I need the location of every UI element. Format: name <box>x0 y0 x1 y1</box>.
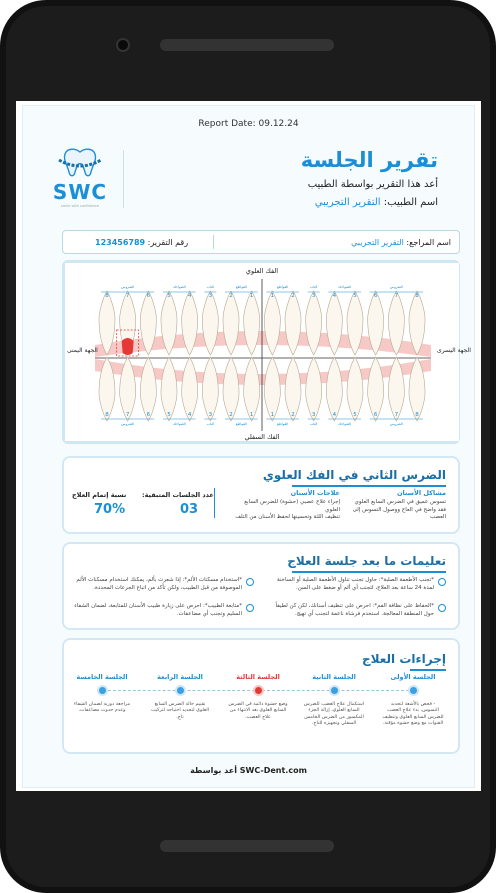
step-5-text: مراجعة دورية لضمان الشفاء وعدم حدوث مضاعفات. <box>73 702 131 714</box>
upper-tooth-number: 7 <box>394 293 399 299</box>
swc-logo <box>51 146 109 212</box>
upper-jaw-label: الفك العلوي <box>245 267 279 275</box>
lower-group-label: الضروس <box>389 422 403 426</box>
report-number <box>95 238 188 247</box>
problems-title: مشاكل الأسنان <box>396 489 446 497</box>
instruction-item: *متابعة الطبيب*: احرص على زيارة طبيب الأسنان للمتابعة، لضمان الشفاء السليم وتجنب أي مضاعفات. <box>74 603 242 617</box>
info-icon <box>438 578 446 586</box>
upper-group-label: الضروس <box>389 285 403 289</box>
report-number-label: رقم التقرير: <box>147 238 189 247</box>
upper-tooth-number: 6 <box>146 293 151 299</box>
upper-tooth-number: 5 <box>353 293 357 299</box>
lower-tooth-number: 3 <box>208 412 213 418</box>
lower-tooth-number: 5 <box>353 412 357 418</box>
upper-group-label: القواطع <box>277 285 289 289</box>
stats-divider <box>214 488 215 518</box>
step-5-dot[interactable] <box>97 685 108 696</box>
instructions-card <box>62 542 460 630</box>
problem-item: فقد واضح في العاج ووصول التسوس إلى العصب <box>352 506 446 521</box>
diagnosis-underline <box>292 485 446 487</box>
diagnosis-card <box>62 456 460 534</box>
report-document[interactable] <box>22 105 475 788</box>
lower-jaw-label: الفك السفلي <box>244 433 280 441</box>
patient-info-bar <box>62 230 460 254</box>
lower-tooth-number: 2 <box>291 412 295 418</box>
patient-bar-divider <box>213 235 214 249</box>
home-indicator[interactable] <box>160 840 334 852</box>
lower-tooth-number: 4 <box>187 412 192 418</box>
step-3-text: وضع حشوة دائمة في الضرس السابع العلوي بعد الانتهاء من علاج العصب. <box>228 702 288 720</box>
upper-tooth-number: 2 <box>229 293 233 299</box>
lower-tooth-number: 7 <box>125 412 130 418</box>
upper-tooth-number: 1 <box>249 293 254 299</box>
upper-tooth-number: 2 <box>291 293 295 299</box>
upper-group-label: الناب <box>206 285 215 289</box>
upper-tooth-number: 4 <box>187 293 192 299</box>
treatment-item: تنظيف اللثة وتحسينها لحفظ الأسنان من التلف <box>235 514 340 521</box>
step-1-title: الجلسة الأولى <box>390 673 436 681</box>
logo-text: SWC <box>52 180 108 204</box>
lower-tooth-number: 3 <box>311 412 316 418</box>
step-3-dot[interactable] <box>253 685 264 696</box>
upper-tooth-number: 8 <box>415 293 419 299</box>
upper-group-label: الضواحك <box>338 285 352 289</box>
step-2-title: الجلسة الثانية <box>312 673 356 681</box>
lower-group-label: الضروس <box>121 422 135 426</box>
report-number-value: 123456789 <box>95 238 146 247</box>
upper-tooth-number: 7 <box>125 293 130 299</box>
report-date: Report Date: 09.12.24 <box>198 119 299 129</box>
remaining-sessions-value: 03 <box>180 502 199 517</box>
lower-tooth-number: 1 <box>249 412 254 418</box>
teeth-chart[interactable] <box>62 260 471 444</box>
lower-group-label: القواطع <box>235 422 247 426</box>
lower-group-label: الضواحك <box>172 422 186 426</box>
lower-tooth-number: 6 <box>146 412 151 418</box>
instructions-title: تعليمات ما بعد جلسة العلاج <box>287 554 446 568</box>
camera-icon <box>116 38 130 52</box>
procedures-title: إجراءات العلاج <box>362 652 446 666</box>
step-4-dot[interactable] <box>175 685 186 696</box>
step-1-dot[interactable] <box>408 685 419 696</box>
upper-tooth-number: 5 <box>167 293 171 299</box>
lower-tooth-number: 8 <box>105 412 109 418</box>
patient-name-label: اسم المراجع: <box>406 238 451 247</box>
treatments-list <box>230 499 340 522</box>
remaining-sessions-label: عدد الجلسات المتبقية: <box>142 491 214 499</box>
lower-tooth-number: 5 <box>167 412 171 418</box>
upper-group-label: القواطع <box>235 285 247 289</box>
upper-group-label: الضواحك <box>172 285 186 289</box>
procedures-underline <box>410 669 446 671</box>
lower-tooth-number: 8 <box>415 412 419 418</box>
upper-tooth-number: 1 <box>270 293 275 299</box>
lower-tooth-number: 4 <box>332 412 337 418</box>
instruction-item: *استخدام مسكنات الألم*: إذا شعرت بألم، يمكنك استخدام مسكنات الألم الموصوفة من قبل الطبيب، ولكن تأكد من اتباع الجرعات المحددة. <box>76 577 242 591</box>
lower-tooth-number: 7 <box>394 412 399 418</box>
patient-name <box>351 238 451 247</box>
completion-label: نسبة إتمام العلاج <box>72 491 127 499</box>
lower-tooth-number: 2 <box>229 412 233 418</box>
doctor-name <box>315 197 438 208</box>
patient-name-value: التقرير التجريبي <box>351 238 404 247</box>
instruction-item: *الحفاظ على نظافة الفم*: احرص على تنظيف أسنانك، لكن كن لطيفاً حول المنطقة المعالجة. استخدم فرشاة ناعمة لتجنب أي تهيج. <box>275 603 434 617</box>
footer-credit[interactable]: أعد بواسطة SWC-Dent.com <box>190 766 307 775</box>
upper-tooth-number: 4 <box>332 293 337 299</box>
upper-group-label: الناب <box>309 285 318 289</box>
lower-group-label: الناب <box>206 422 215 426</box>
upper-tooth-number: 3 <box>311 293 316 299</box>
step-4-title: الجلسة الرابعة <box>157 673 203 681</box>
doctor-value: التقرير التجريبي <box>314 197 381 208</box>
header-divider <box>123 150 124 208</box>
upper-group-label: الضروس <box>121 285 135 289</box>
problems-list <box>350 499 446 522</box>
problem-item: تسوس عميق في الضرس السابع العلوي <box>354 499 446 505</box>
screen[interactable] <box>16 101 481 791</box>
upper-tooth-number: 3 <box>208 293 213 299</box>
diagnosis-title: الضرس الثاني في الفك العلوي <box>262 468 446 482</box>
left-side-label: الجهة اليسرى <box>437 347 471 354</box>
upper-tooth-number: 8 <box>105 293 109 299</box>
page-title: تقرير الجلسة <box>300 148 438 172</box>
lower-group-label: الضواحك <box>338 422 352 426</box>
step-1-text: - فحص بالأشعة لتحديد التسوس، بدء علاج العصب للضرس السابع العلوي وتنظيف القنوات مع وضع حشوة مؤقتة. <box>382 702 444 727</box>
doctor-label: اسم الطبيب: <box>383 197 438 208</box>
procedures-card <box>62 638 460 754</box>
info-icon <box>246 578 254 586</box>
step-3-title: الجلسة الثالثة <box>236 673 280 681</box>
speaker-grille <box>160 39 334 51</box>
lower-group-label: الناب <box>309 422 318 426</box>
lower-group-label: القواطع <box>277 422 289 426</box>
step-2-dot[interactable] <box>329 685 340 696</box>
page-subtitle: أعد هذا التقرير بواسطة الطبيب <box>307 179 438 190</box>
logo-tagline: smile with confidence <box>60 204 100 208</box>
tooth-logo-icon <box>51 146 109 180</box>
treatment-item: إجراء علاج عصبي (حشوة) للضرس السابع العلوي <box>244 499 340 513</box>
step-2-text: استكمال علاج العصب للضرس السابع العلوي، إزالة الجزء المكسور من الضرس الخامس السفلي وتجهيزه للتاج. <box>303 702 365 727</box>
treatments-title: علاجات الأسنان <box>290 489 340 497</box>
step-4-text: تقييم حالة الضرس السابع العلوي لتحديد احتياجه لتركيب تاج. <box>150 702 210 720</box>
problem-area-marker <box>122 338 134 355</box>
completion-value: 70% <box>94 502 126 517</box>
info-icon <box>438 604 446 612</box>
info-icon <box>246 604 254 612</box>
upper-tooth-number: 6 <box>373 293 378 299</box>
step-5-title: الجلسة الخامسة <box>76 673 128 681</box>
report-header <box>37 146 460 218</box>
right-side-label: الجهة اليمنى <box>67 347 98 354</box>
lower-tooth-number: 6 <box>373 412 378 418</box>
lower-tooth-number: 1 <box>270 412 275 418</box>
instructions-underline <box>292 571 446 573</box>
teeth-chart-svg[interactable] <box>65 263 471 441</box>
instruction-item: *تجنب الأطعمة الصلبة*: حاول تجنب تناول الأطعمة الصلبة أو الساخنة لمدة 24 ساعة بعد العلاج، لتجنب أي ألم أو ضغط على السن. <box>276 577 434 591</box>
